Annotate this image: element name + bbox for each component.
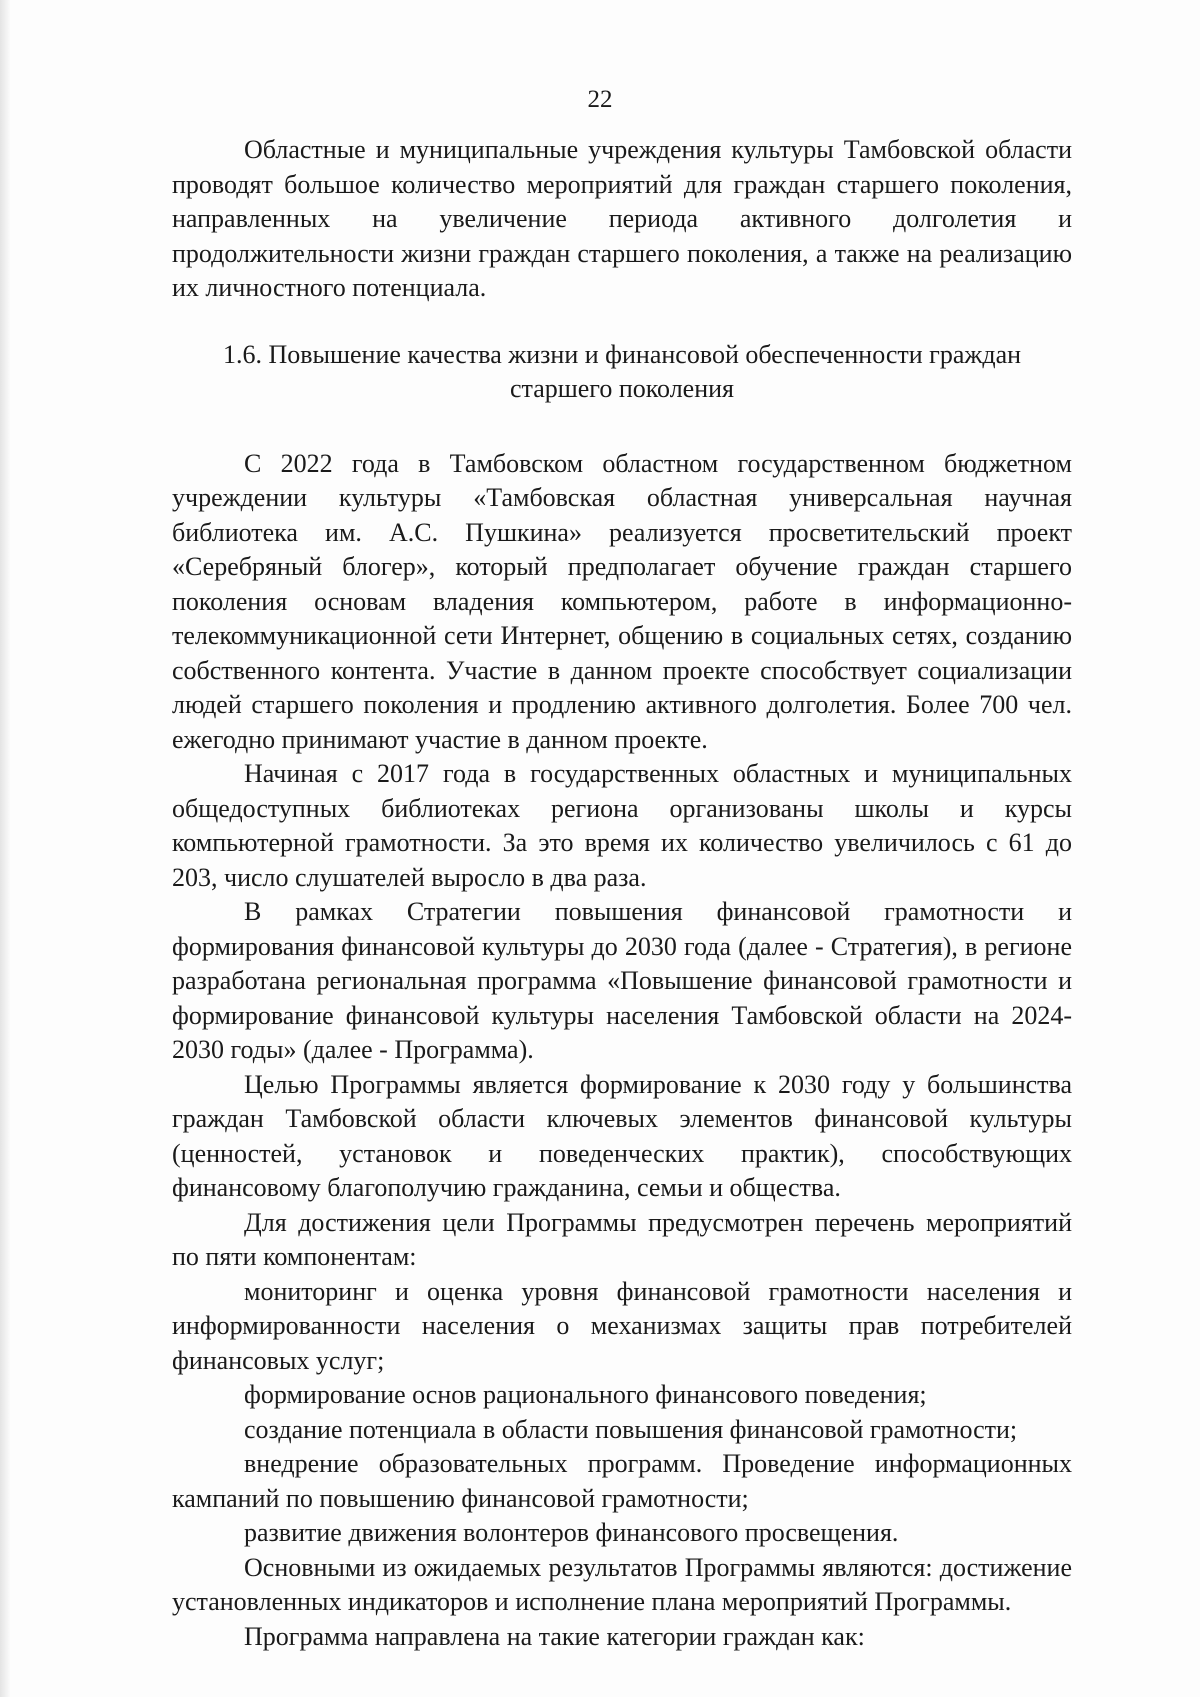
component-item: развитие движения волонтеров финансового просвещения.	[244, 1518, 899, 1547]
paragraph-culture-institutions: Областные и муниципальные учреждения культуры Тамбовской области проводят большое количество мероприятий для граждан старшего поколения, направленных на увеличение периода активного долголетия и продолжительности жизни граждан старшего поколения, а также на реализацию их личностного потенциала.	[172, 135, 1072, 302]
scan-edge	[0, 0, 10, 1697]
paragraph-expected-results: Основными из ожидаемых результатов Программы являются: достижение установленных индикаторов и исполнение плана мероприятий Программы.	[172, 1552, 1072, 1616]
paragraph-components-intro: Для достижения цели Программы предусмотрен перечень мероприятий по пяти компонентам:	[172, 1207, 1072, 1271]
paragraph-computer-literacy: Начиная с 2017 года в государственных областных и муниципальных общедоступных библиотеках региона организованы школы и курсы компьютерной грамотности. За это время их количество увеличилось с 61 до 203, число слушателей выросло в два раза.	[172, 759, 1072, 892]
section-heading: 1.6. Повышение качества жизни и финансовой обеспеченности граждан старшего поколения	[222, 339, 1022, 403]
paragraph-strategy: В рамках Стратегии повышения финансовой грамотности и формирования финансовой культуры до 2030 года (далее - Стратегия), в регионе разработана региональная программа «Повышение финансовой грамотности и формирование финансовой культуры населения Тамбовской области на 2024-2030 годы» (далее - Программа).	[172, 897, 1072, 1064]
component-item: внедрение образовательных программ. Проведение информационных кампаний по повышению финансовой грамотности;	[172, 1449, 1072, 1513]
paragraph-program-goal: Целью Программы является формирование к 2030 году у большинства граждан Тамбовской области ключевых элементов финансовой культуры (ценностей, установок и поведенческих практик), способствующих финансовому благополучию гражданина, семьи и общества.	[172, 1069, 1072, 1202]
document-body	[172, 133, 1072, 1654]
component-item: формирование основ рационального финансового поведения;	[244, 1380, 927, 1409]
paragraph-silver-blogger: С 2022 года в Тамбовском областном государственном бюджетном учреждении культуры «Тамбовская областная универсальная научная библиотека им. А.С. Пушкина» реализуется просветительский проект «Серебряный блогер», который предполагает обучение граждан старшего поколения основам владения компьютером, работе в информационно-телекоммуникационной сети Интернет, общению в социальных сетях, созданию собственного контента. Участие в данном проекте способствует социализации людей старшего поколения и продлению активного долголетия. Более 700 чел. ежегодно принимают участие в данном проекте.	[172, 448, 1072, 754]
paragraph-target-categories: Программа направлена на такие категории граждан как:	[244, 1621, 865, 1651]
component-item: мониторинг и оценка уровня финансовой грамотности населения и информированности населения о механизмах защиты прав потребителей финансовых услуг;	[172, 1276, 1072, 1375]
component-item: создание потенциала в области повышения финансовой грамотности;	[244, 1414, 1018, 1444]
page-number: 22	[587, 86, 613, 113]
